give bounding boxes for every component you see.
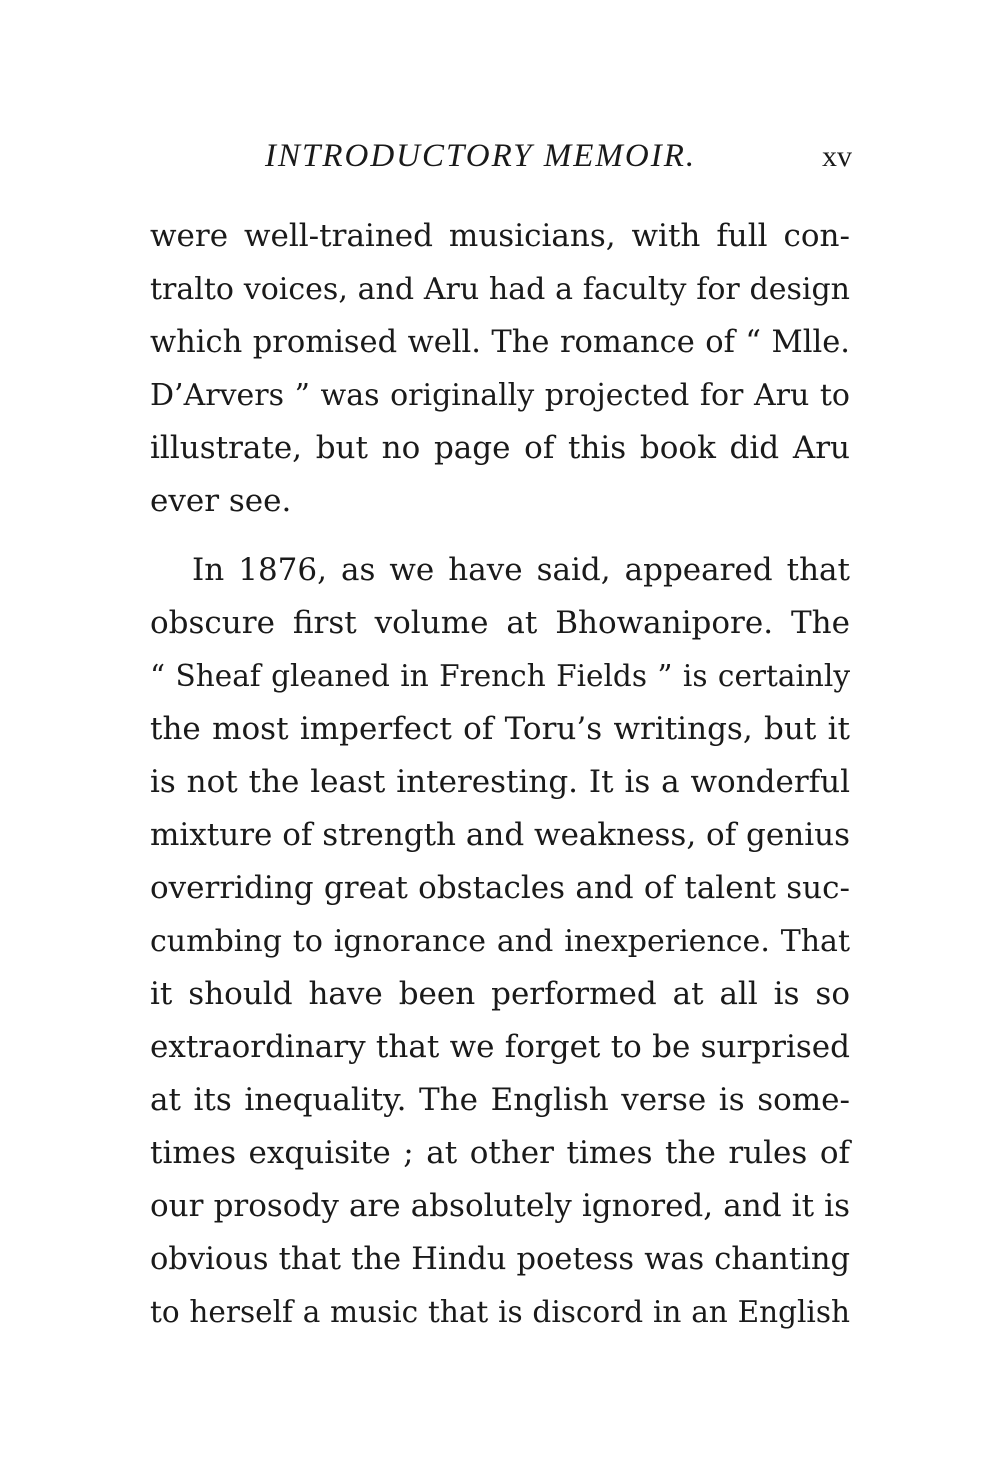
text-line: “ Sheaf gleaned in French Fields ” is certainly — [150, 659, 850, 693]
text-line: cumbing to ignorance and inexperience. That — [150, 924, 850, 959]
text-line: the most imperfect of Toru’s writings, but it — [150, 711, 850, 747]
text-line: extraordinary that we forget to be surprised — [150, 1029, 850, 1065]
text-line: times exquisite ; at other times the rules of — [150, 1135, 850, 1171]
text-line: obvious that the Hindu poetess was chanting — [150, 1242, 850, 1277]
paragraph-1 — [150, 210, 850, 528]
running-header — [150, 138, 860, 188]
body-text — [150, 210, 850, 1339]
text-line: at its inequality. The English verse is some- — [150, 1082, 850, 1118]
text-line: which promised well. The romance of “ Mlle. — [150, 325, 850, 360]
text-line: obscure first volume at Bhowanipore. The — [150, 605, 850, 641]
text-line: ever see. — [150, 483, 292, 519]
paragraph-2 — [150, 544, 850, 1339]
text-line: to herself a music that is discord in an English — [150, 1295, 850, 1329]
text-line: mixture of strength and weakness, of genius — [150, 817, 850, 853]
running-title: INTRODUCTORY MEMOIR. — [265, 138, 697, 174]
page-number: xv — [822, 140, 852, 173]
text-line: In 1876, as we have said, appeared that — [192, 552, 850, 588]
text-line: our prosody are absolutely ignored, and it is — [150, 1188, 850, 1224]
text-line: illustrate, but no page of this book did Aru — [150, 430, 850, 466]
text-line: D’Arvers ” was originally projected for Aru to — [150, 378, 850, 413]
text-line: tralto voices, and Aru had a faculty for design — [150, 272, 850, 307]
text-line: overriding great obstacles and of talent suc- — [150, 870, 850, 906]
text-line: were well-trained musicians, with full con- — [150, 218, 850, 254]
paragraph-gap — [150, 528, 850, 544]
text-line: it should have been performed at all is so — [150, 976, 850, 1012]
text-line: is not the least interesting. It is a wonderful — [150, 764, 850, 800]
